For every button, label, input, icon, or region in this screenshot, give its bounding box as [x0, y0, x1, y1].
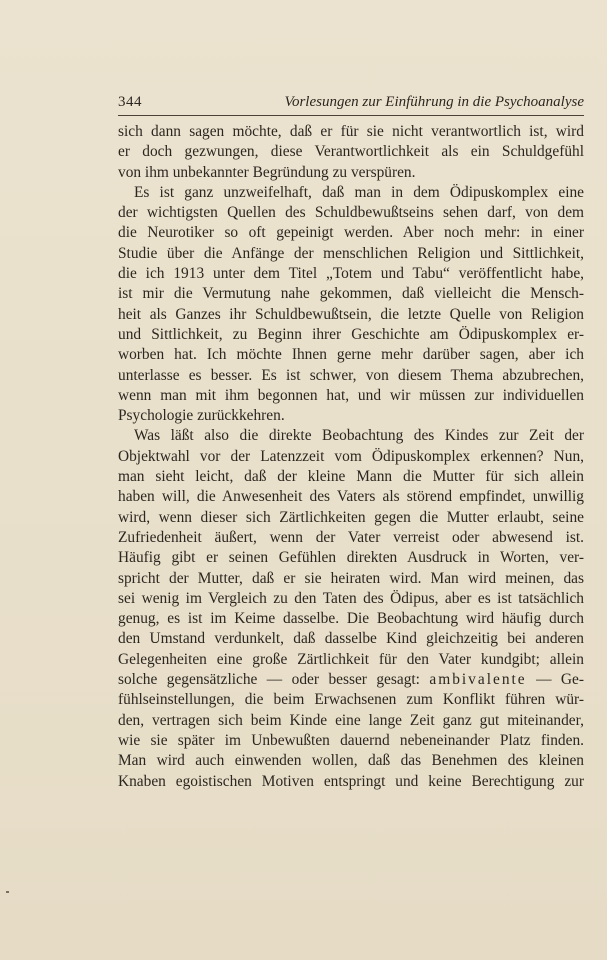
- text-line: Psychologie zurückkehren.: [118, 407, 285, 425]
- body-text: [118, 122, 584, 792]
- text-line: er doch gezwungen, diese Verantwortlichkeit als ein Schuldgefühl: [118, 143, 584, 161]
- paragraph-first-line: Was läßt also die direkte Beobachtung des Kindes zur Zeit der: [134, 427, 584, 445]
- text-line: Gelegenheiten eine große Zärtlichkeit für den Vater kundgibt; allein: [118, 650, 584, 668]
- text-line: Zufriedenheit äußert, wenn der Vater verreist oder abwesend ist.: [118, 528, 584, 546]
- text-line: man sieht leicht, daß der kleine Mann die Mutter für sich allein: [118, 468, 584, 486]
- text-segment: — Ge-: [536, 671, 584, 689]
- header-rule: [118, 115, 584, 116]
- page-number: 344: [118, 94, 142, 110]
- text-line: Man wird auch einwenden wollen, daß das Benehmen des kleinen: [118, 752, 584, 770]
- text-line: den Umstand verdunkelt, daß dasselbe Kind gleichzeitig bei anderen: [118, 630, 584, 648]
- page-header: [118, 94, 584, 114]
- text-line: ist mir die Vermutung nahe gekommen, daß vielleicht die Mensch-: [118, 285, 584, 303]
- text-line: worben hat. Ich möchte Ihnen gerne mehr darüber sagen, aber ich: [118, 346, 584, 364]
- text-segment: solche gegensätzliche — oder besser gesagt:: [118, 671, 420, 689]
- text-line: genug, es ist im Keime dasselbe. Die Beobachtung wird häufig durch: [118, 610, 584, 628]
- text-line: die Neurotiker so oft gepeinigt werden. Aber noch mehr: in einer: [118, 224, 584, 242]
- text-line: den, vertragen sich beim Kinde eine lange Zeit ganz gut miteinander,: [118, 711, 584, 729]
- margin-mark: [6, 891, 9, 893]
- text-line: Häufig gibt er seinen Gefühlen direkten Ausdruck in Worten, ver-: [118, 549, 584, 567]
- text-line: von ihm unbekannter Begründung zu verspüren.: [118, 163, 416, 181]
- paragraph-first-line: Es ist ganz unzweifelhaft, daß man in dem Ödipuskomplex eine: [134, 183, 584, 201]
- text-line: die ich 1913 unter dem Titel „Totem und Tabu“ veröffentlicht habe,: [118, 265, 584, 283]
- text-line: heit als Ganzes ihr Schuldbewußtsein, die letzte Quelle von Religion: [118, 305, 584, 323]
- text-line: wie sie später im Unbewußten dauernd nebeneinander Platz finden.: [118, 731, 584, 749]
- text-line: sei wenig im Vergleich zu den Taten des Ödipus, aber es ist tatsächlich: [118, 589, 584, 607]
- text-line: Objektwahl vor der Latenzzeit vom Ödipuskomplex erkennen? Nun,: [118, 447, 584, 465]
- text-line: und Sittlichkeit, zu Beginn ihrer Geschichte am Ödipuskomplex er-: [118, 325, 584, 343]
- text-line: der wichtigsten Quellen des Schuldbewußtseins sehen darf, von dem: [118, 204, 584, 222]
- text-line: Knaben egoistischen Motiven entspringt und keine Berechtigung zur: [118, 772, 584, 790]
- text-line: wenn man mit ihm begonnen hat, und wir müssen zur individuellen: [118, 386, 584, 404]
- text-line: spricht der Mutter, daß er sie heiraten wird. Man wird meinen, das: [118, 569, 584, 587]
- text-line: wird, wenn dieser sich Zärtlichkeiten gegen die Mutter erlaubt, seine: [118, 508, 584, 526]
- emphasized-word: ambivalente: [429, 671, 527, 689]
- text-line: Studie über die Anfänge der menschlichen Religion und Sittlichkeit,: [118, 244, 584, 262]
- text-line: haben will, die Anwesenheit des Vaters als störend empfindet, unwillig: [118, 488, 584, 506]
- text-line: sich dann sagen möchte, daß er für sie nicht verantwortlich ist, wird: [118, 123, 584, 140]
- running-title: Vorlesungen zur Einführung in die Psychoanalyse: [284, 94, 584, 110]
- text-line: unterlasse es besser. Es ist schwer, von diesem Thema abzubrechen,: [118, 366, 584, 384]
- text-line-with-emphasis: [118, 670, 584, 690]
- text-line: fühlseinstellungen, die beim Erwachsenen zum Konflikt führen wür-: [118, 691, 584, 709]
